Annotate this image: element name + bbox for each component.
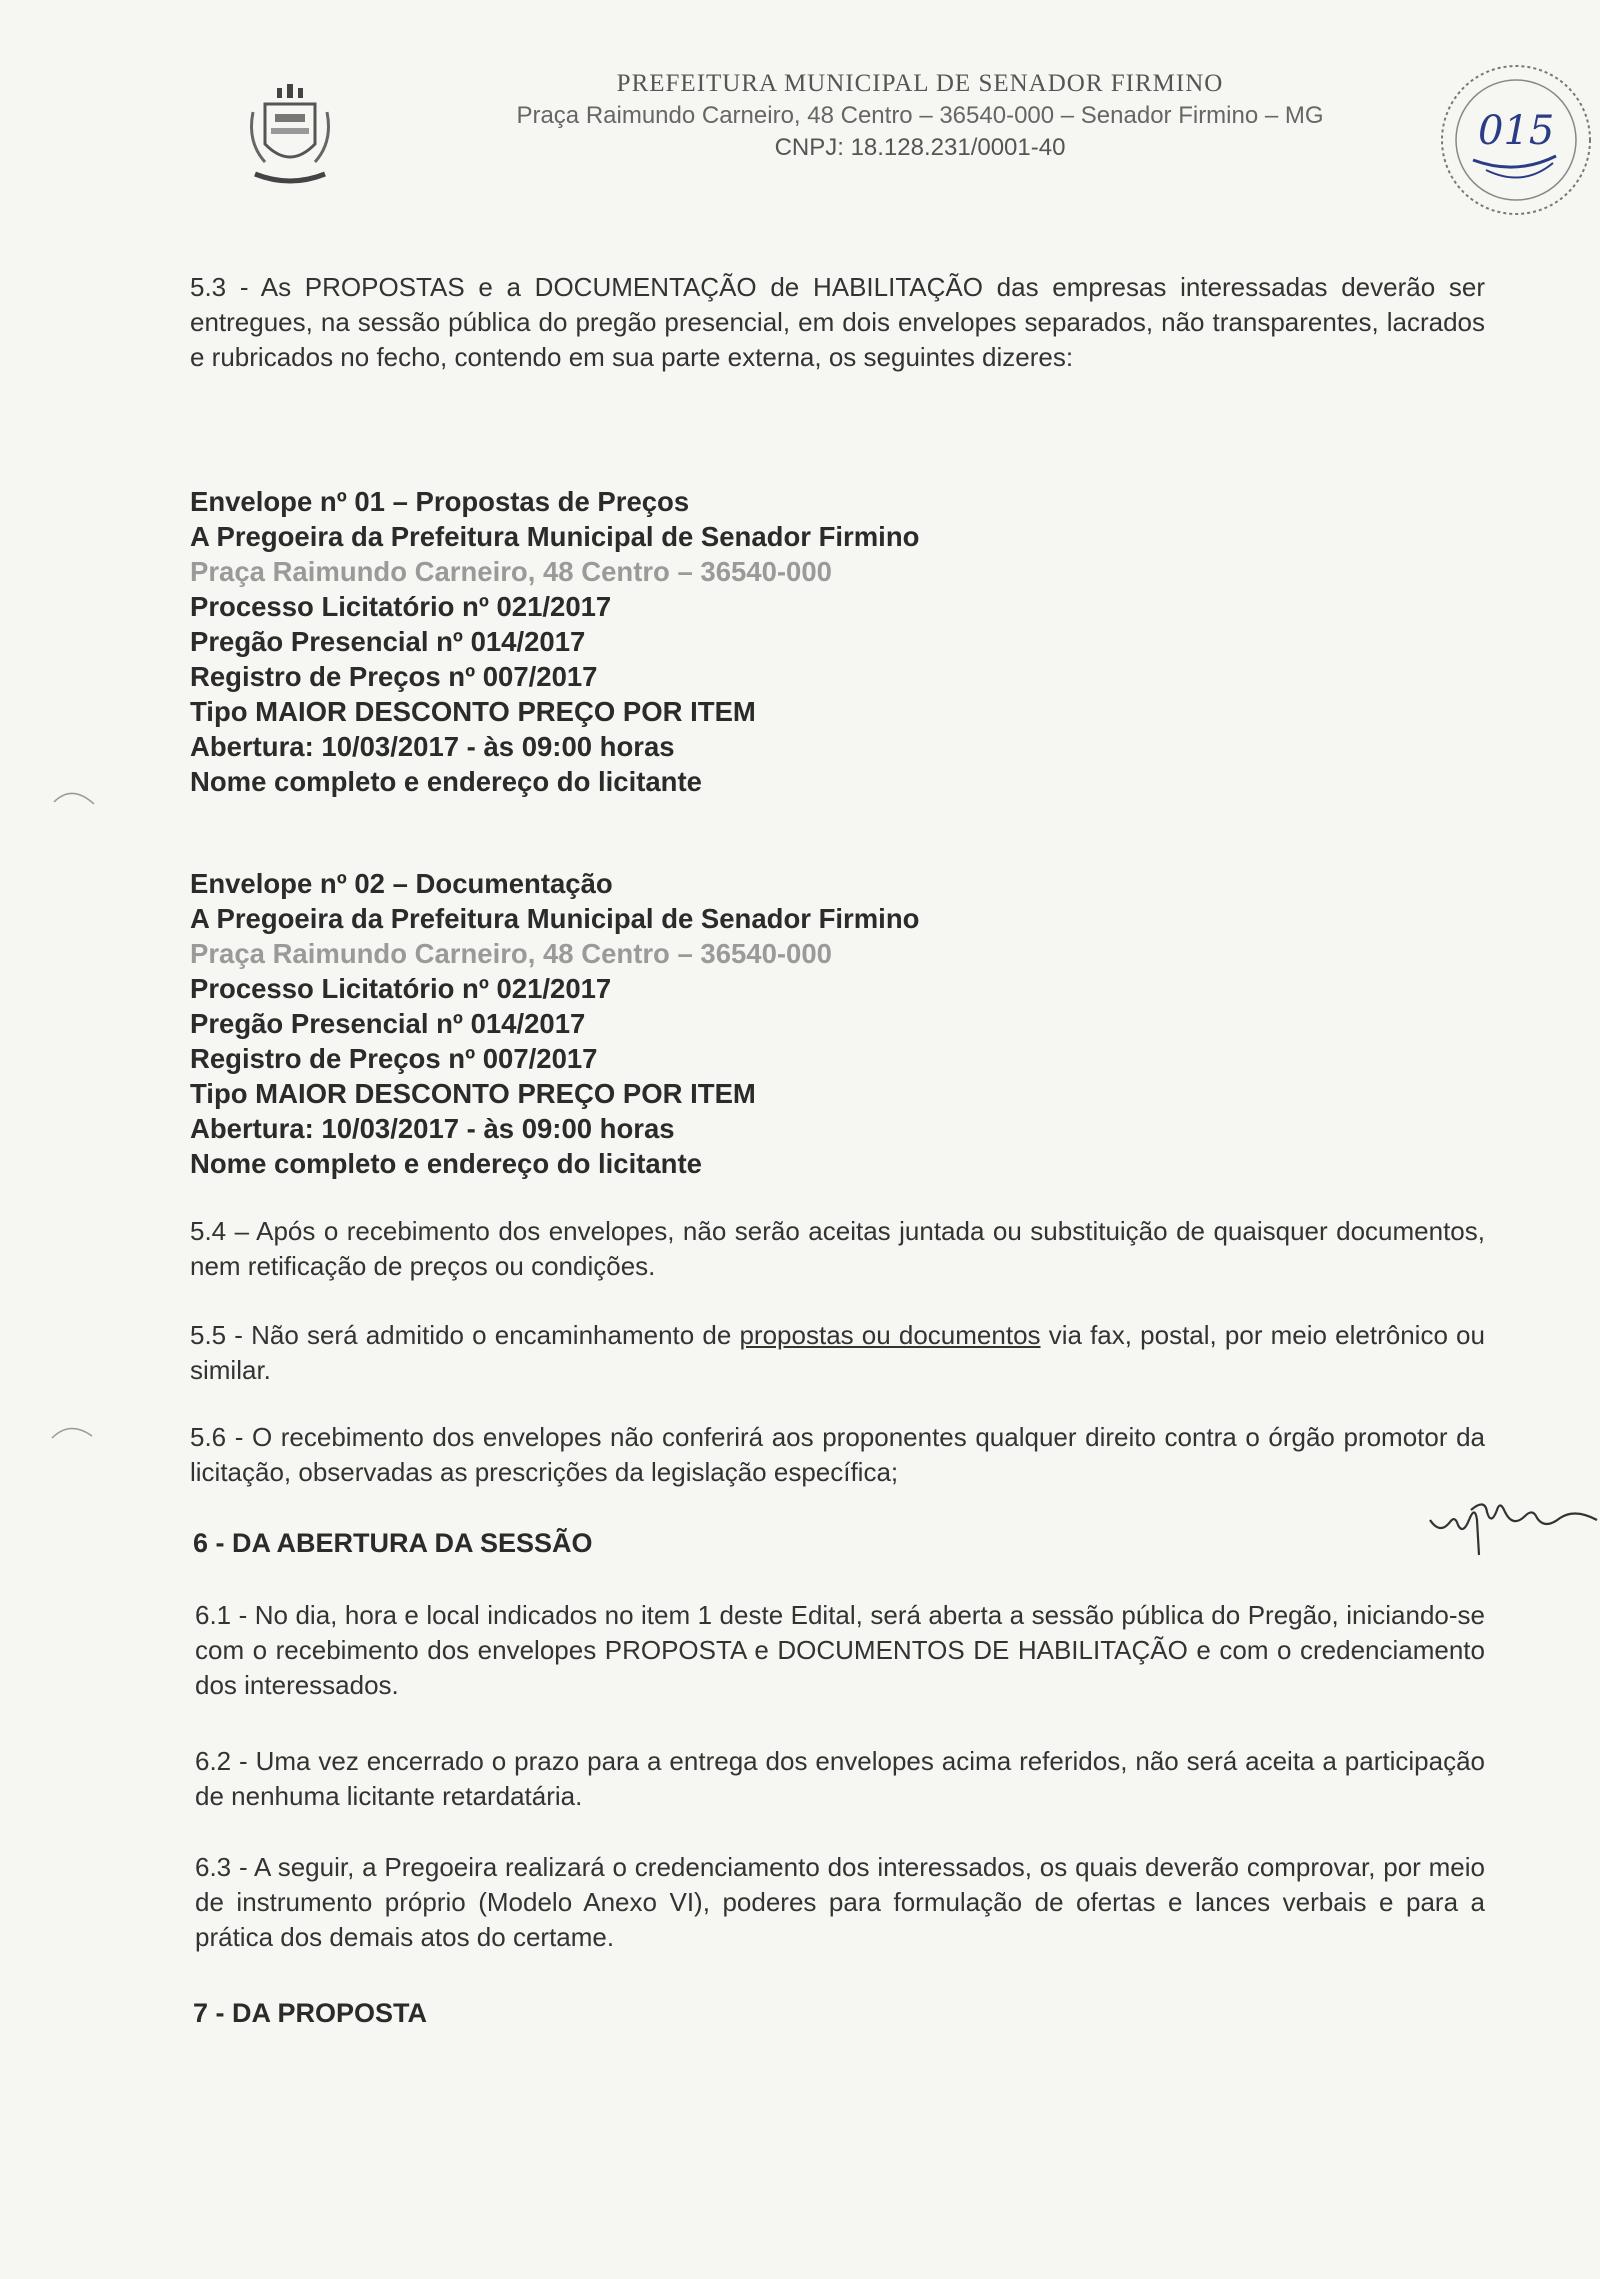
envelope-1-line: Abertura: 10/03/2017 - às 09:00 horas — [190, 731, 675, 762]
paragraph-6-1 — [195, 1598, 1485, 1703]
envelope-1-line: Pregão Presencial nº 014/2017 — [190, 626, 586, 657]
scan-mark-icon — [50, 1418, 94, 1442]
paragraph-5-3 — [190, 270, 1485, 375]
envelope-1-line: Praça Raimundo Carneiro, 48 Centro – 36540-000 — [190, 556, 832, 587]
envelope-2-block — [190, 866, 1190, 1181]
rubric-signature-icon — [1425, 1480, 1600, 1560]
envelope-1-line: Processo Licitatório nº 021/2017 — [190, 591, 612, 622]
envelope-2-line: Pregão Presencial nº 014/2017 — [190, 1008, 586, 1039]
envelope-1-block — [190, 484, 1190, 799]
envelope-2-line: Praça Raimundo Carneiro, 48 Centro – 36540-000 — [190, 938, 832, 969]
paragraph-5-5-text: 5.5 - Não será admitido o encaminhamento de — [190, 1320, 740, 1350]
paragraph-5-5-underlined: propostas ou documentos — [739, 1320, 1041, 1350]
paragraph-6-3-text: 6.3 - A seguir, a Pregoeira realizará o credenciamento dos interessados, os quais deverão comprovar, por meio de instrumento próprio (Modelo Anexo VI), poderes para formulação de ofertas e lances verbais e para a prática dos demais atos do certame. — [195, 1852, 1485, 1952]
envelope-1-line: Envelope nº 01 – Propostas de Preços — [190, 486, 690, 517]
envelope-1-line: Nome completo e endereço do licitante — [190, 766, 702, 797]
paragraph-5-3-text: 5.3 - As PROPOSTAS e a DOCUMENTAÇÃO de HABILITAÇÃO das empresas interessadas deverão ser entregues, na sessão pública do pregão presencial, em dois envelopes separados, não transparentes, lacrados e rubricados no fecho, contendo em sua parte externa, os seguintes dizeres: — [190, 272, 1485, 372]
paragraph-6-1-text: 6.1 - No dia, hora e local indicados no item 1 deste Edital, será aberta a sessão pública do Pregão, iniciando-se com o recebimento dos envelopes PROPOSTA e DOCUMENTOS DE HABILITAÇÃO e com o credenciamento dos interessados. — [195, 1600, 1485, 1700]
section-6-heading: 6 - DA ABERTURA DA SESSÃO — [193, 1528, 593, 1558]
envelope-2-line: A Pregoeira da Prefeitura Municipal de Senador Firmino — [190, 903, 920, 934]
paragraph-5-6-text: 5.6 - O recebimento dos envelopes não conferirá aos proponentes qualquer direito contra o órgão promotor da licitação, observadas as prescrições da legislação específica; — [190, 1422, 1485, 1487]
envelope-2-line: Processo Licitatório nº 021/2017 — [190, 973, 612, 1004]
paragraph-5-4 — [190, 1214, 1485, 1284]
stamp-number: 015 — [1478, 108, 1555, 154]
envelope-1-line: Tipo MAIOR DESCONTO PREÇO POR ITEM — [190, 696, 756, 727]
envelope-2-line: Registro de Preços nº 007/2017 — [190, 1043, 598, 1074]
letterhead — [420, 70, 1420, 162]
municipal-crest-icon — [245, 82, 335, 192]
letterhead-cnpj: CNPJ: 18.128.231/0001-40 — [774, 134, 1066, 161]
paragraph-6-2 — [195, 1744, 1485, 1814]
paragraph-5-6 — [190, 1420, 1485, 1490]
letterhead-org: PREFEITURA MUNICIPAL DE SENADOR FIRMINO — [616, 70, 1224, 97]
envelope-2-line: Envelope nº 02 – Documentação — [190, 868, 613, 899]
envelope-2-line: Abertura: 10/03/2017 - às 09:00 horas — [190, 1113, 675, 1144]
section-7-heading: 7 - DA PROPOSTA — [193, 1998, 428, 2028]
envelope-1-line: A Pregoeira da Prefeitura Municipal de Senador Firmino — [190, 521, 920, 552]
paragraph-5-4-text: 5.4 – Após o recebimento dos envelopes, não serão aceitas juntada ou substituição de quaisquer documentos, nem retificação de preços ou condições. — [190, 1216, 1485, 1281]
paragraph-6-2-text: 6.2 - Uma vez encerrado o prazo para a entrega dos envelopes acima referidos, não será aceita a participação de nenhuma licitante retardatária. — [195, 1746, 1485, 1811]
envelope-2-line: Tipo MAIOR DESCONTO PREÇO POR ITEM — [190, 1078, 756, 1109]
paragraph-5-5 — [190, 1318, 1485, 1388]
envelope-2-line: Nome completo e endereço do licitante — [190, 1148, 702, 1179]
letterhead-address: Praça Raimundo Carneiro, 48 Centro – 36540-000 – Senador Firmino – MG — [516, 102, 1324, 129]
envelope-1-line: Registro de Preços nº 007/2017 — [190, 661, 598, 692]
scan-mark-icon — [52, 782, 96, 806]
paragraph-6-3 — [195, 1850, 1485, 1955]
paragraph-5-5-text-end: via fax, postal, por meio eletrônico ou similar. — [190, 1320, 1485, 1385]
